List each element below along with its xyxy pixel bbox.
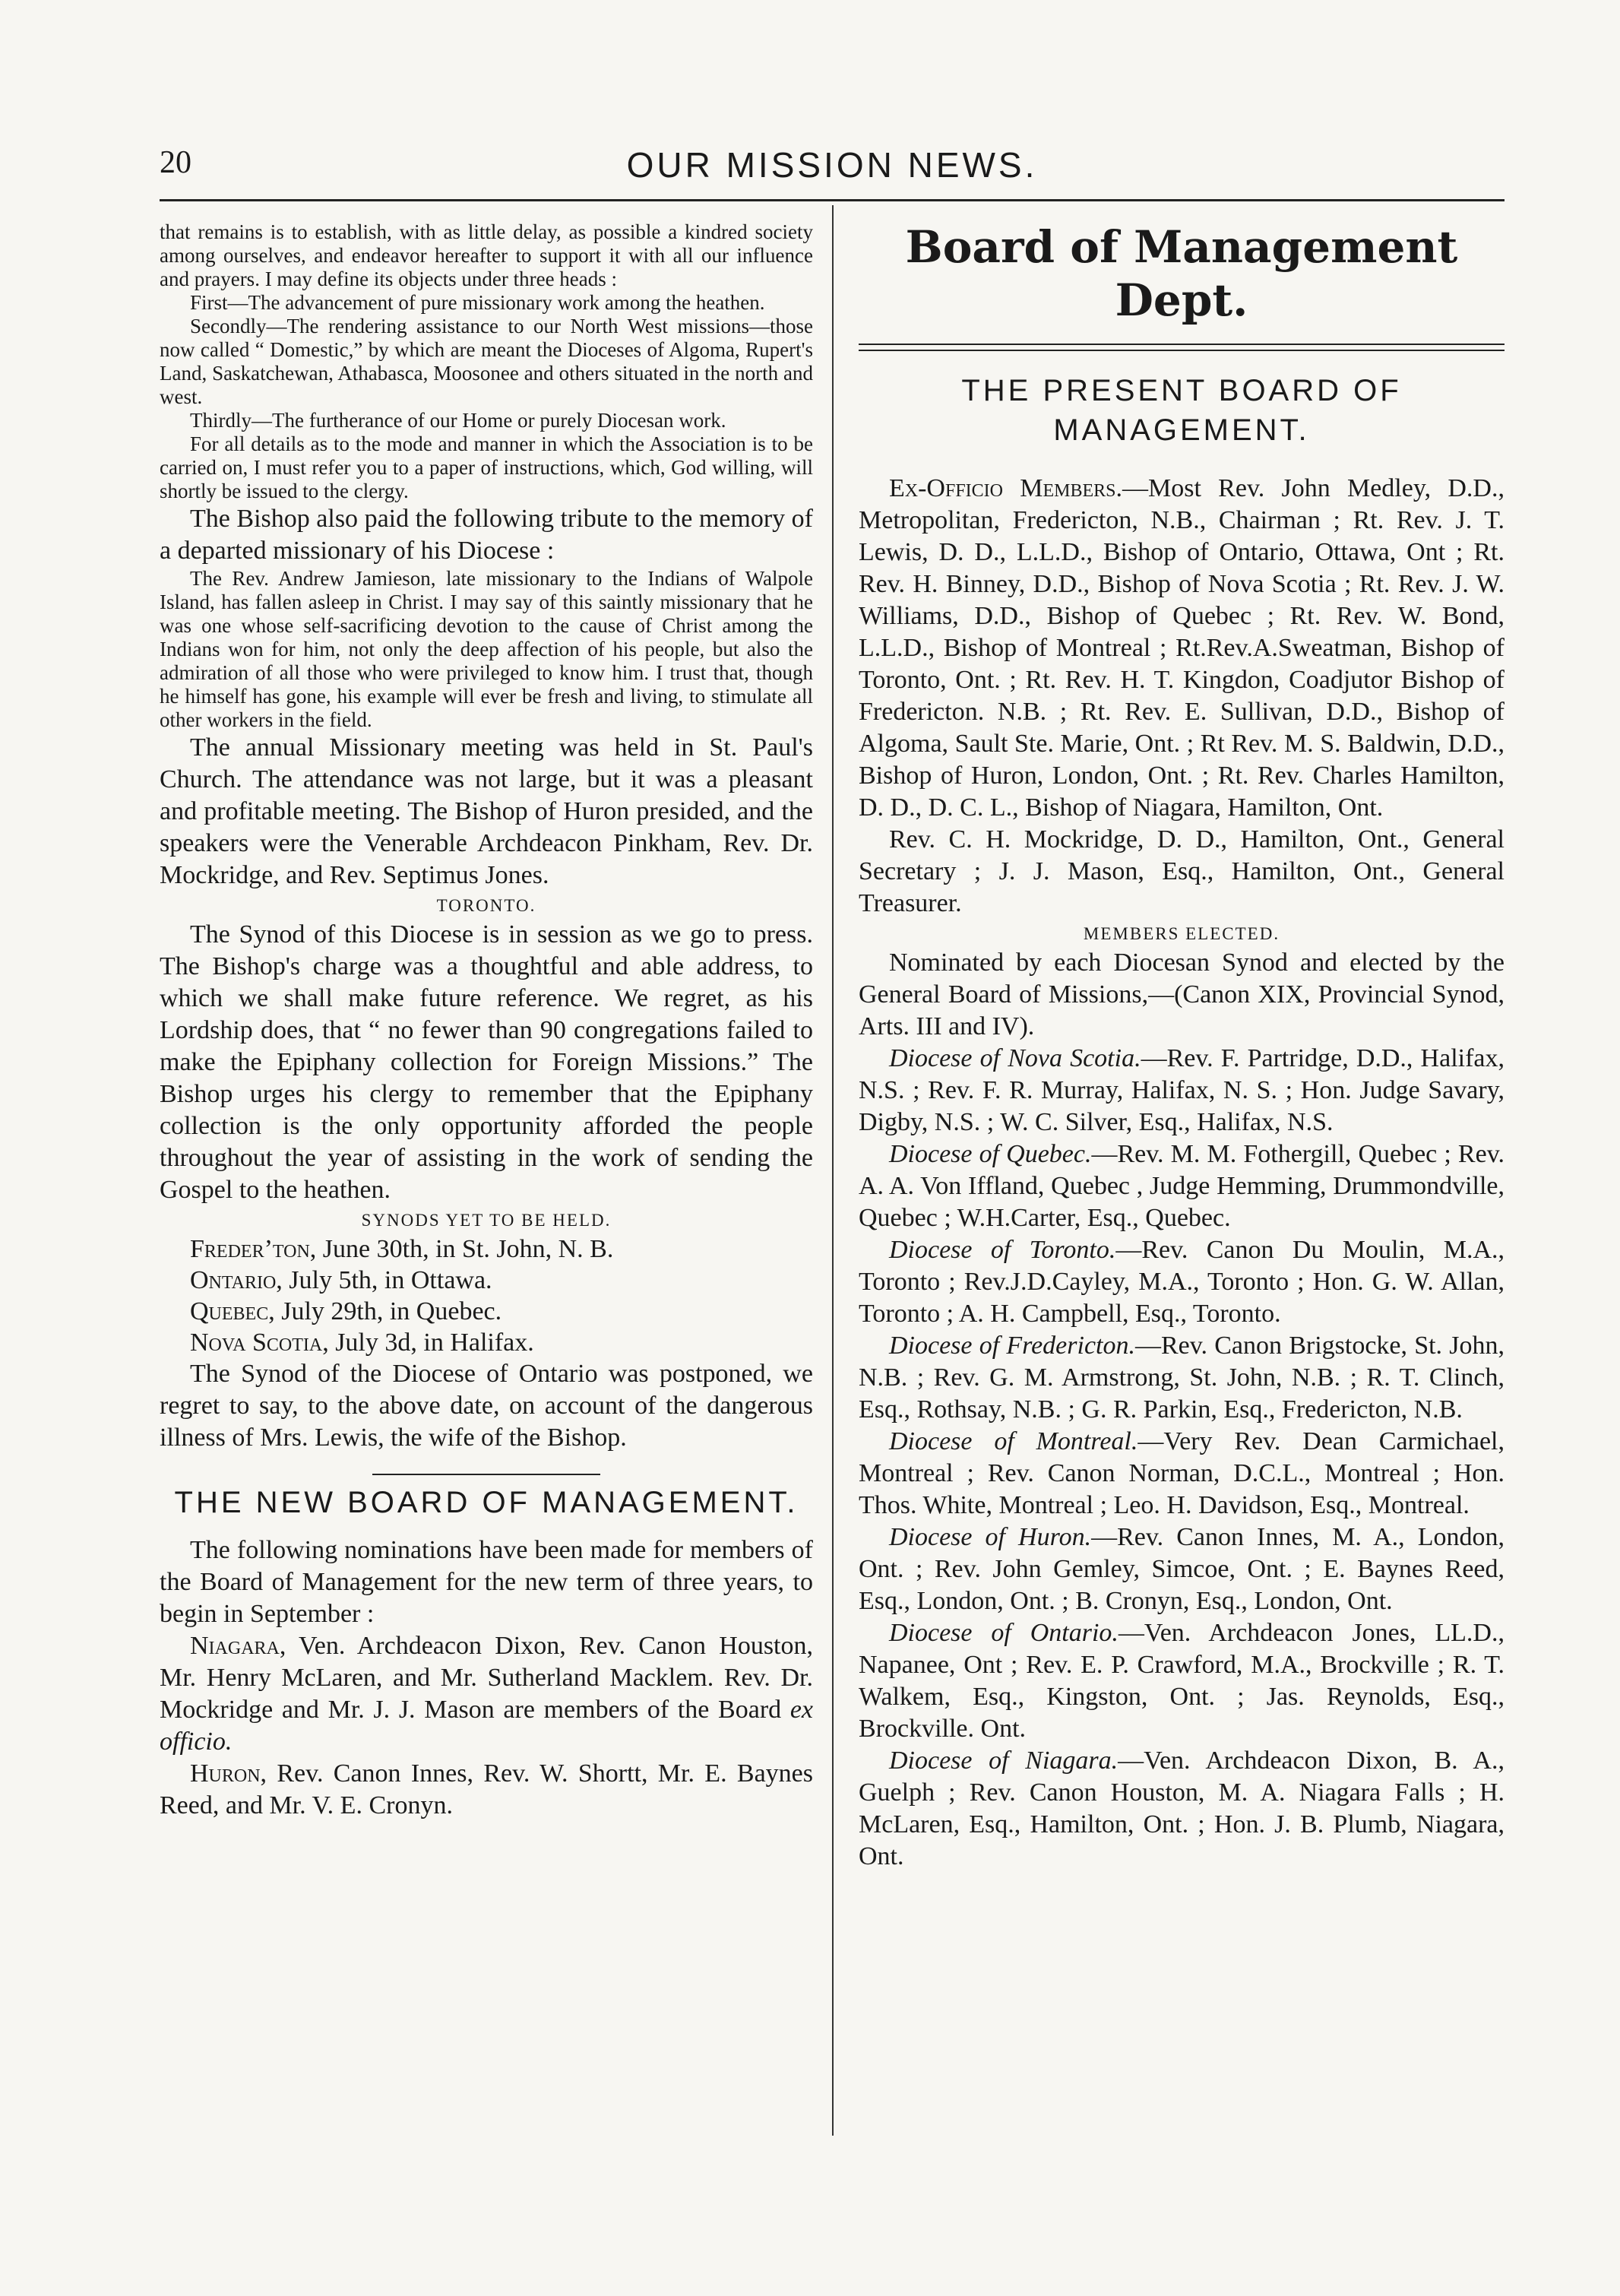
page-header [160,144,1505,190]
tribute-quote: The Rev. Andrew Jamieson, late missionary to the Indians of Walpole Island, has fallen asleep in Christ. I may say of this saintly missionary that he was one whose self-sacrificing devotion to the cause of Christ among the Indians won for him, not only the deep affection of his people, but also the admiration of all those who were privileged to know him. I trust that, though he himself has gone, his example will ever be fresh and living, to stimulate all other workers in the field. [160,567,813,731]
header-rule [160,199,1505,201]
diocese-entry [859,1426,1505,1522]
diocese-members: —Rev. Canon Brigstocke, St. John, N.B. ; Rev. G. M. Armstrong, St. John, N.B. ; R. T. Clinch, Esq., Rothsay, N.B. ; G. R. Parkin, Esq., Fredericton, N.B. [859,1332,1505,1424]
new-board-heading: THE NEW BOARD OF MANAGEMENT. [174,1486,799,1519]
synod-item [160,1265,813,1296]
running-title: OUR MISSION NEWS. [626,145,1038,185]
diocese-name: Diocese of Ontario. [889,1619,1118,1647]
ex-officio-label: Ex-Officio Members. [889,474,1123,502]
diocese-entry [859,1138,1505,1234]
left-column [160,220,813,1822]
section-rule [372,1474,600,1475]
diocese-members: —Very Rev. Dean Carmichael, Montreal ; Rev. Canon Norman, D.C.L., Montreal ; Hon. Thos. White, Montreal ; Leo. H. Davidson, Esq., Montreal. [859,1427,1505,1519]
synod-detail: July 3d, in Halifax. [328,1329,534,1357]
diocese-name: Diocese of Montreal. [889,1427,1138,1455]
diocese-members: —Rev. M. M. Fothergill, Quebec ; Rev. A. A. Von Iffland, Quebec , Judge Hemming, Drummondville, Quebec ; W.H.Carter, Esq., Quebec. [859,1140,1505,1232]
diocese-entry [859,1330,1505,1426]
ex-officio-text: ex officio. [160,1696,813,1756]
third-object: Thirdly—The furtherance of our Home or purely Diocesan work. [190,409,726,432]
members-elected-heading: MEMBERS ELECTED. [1083,924,1280,943]
synods-list [160,1234,813,1358]
huron-label: Huron, [190,1759,267,1788]
diocese-name: Diocese of Nova Scotia. [889,1044,1141,1072]
niagara-text: Ven. Archdeacon Dixon, Rev. Canon Houston, Mr. Henry McLaren, and Mr. Sutherland Macklem. Rev. Dr. Mockridge and Mr. J. J. Mason are members of the Board [160,1632,813,1724]
postponed-paragraph: The Synod of the Diocese of Ontario was postponed, we regret to say, to the above date, on account of the dangerous illness of Mrs. Lewis, the wife of the Bishop. [160,1360,813,1452]
ex-officio-members: —Most Rev. John Medley, D.D., Metropolitan, Fredericton, N.B., Chairman ; Rt. Rev. J. T. Lewis, D. D., L.L.D., Bishop of Ontario, Ottawa, Ont ; Rt. Rev. H. Binney, D.D., Bishop of Nova Scotia ; Rt. Rev. J. W. Williams, D.D., Bishop of Quebec ; Rt. Rev. W. Bond, L.L.D., Bishop of Montreal ; Rt.Rev.A.Sweatman, Bishop of Toronto, Ont. ; Rt. Rev. H. T. Kingdon, Coadjutor Bishop of Fredericton. N.B. ; Rt. Rev. E. Sullivan, D.D., Bishop of Algoma, Sault Ste. Marie, Ont. ; Rt Rev. M. S. Baldwin, D.D., Bishop of Huron, London, Ont. ; Rt. Rev. Charles Hamilton, D. D., D. C. L., Bishop of Niagara, Hamilton, Ont. [859,474,1505,822]
diocese-name: Diocese of Fredericton. [889,1332,1135,1360]
diocese-members: —Rev. Canon Du Moulin, M.A., Toronto ; Rev.J.D.Cayley, M.A., Toronto ; Hon. G. W. Allan, Toronto ; A. H. Campbell, Esq., Toronto. [859,1236,1505,1328]
diocese-entry [859,1745,1505,1873]
huron-nominations [160,1758,813,1822]
nominated-paragraph: Nominated by each Diocesan Synod and elected by the General Board of Missions,—(Canon XIX, Provincial Synod, Arts. III and IV). [859,948,1505,1040]
synod-name: Nova Scotia, [190,1329,329,1357]
synod-name: Freder’ton, [190,1235,317,1263]
intro-paragraph: that remains is to establish, with as little delay, as possible a kindred society among ourselves, and endeavor hereafter to support it with all our influence and prayers. I may define its objects under three heads : [160,220,813,290]
diocese-members: —Rev. Canon Innes, M. A., London, Ont. ; Rev. John Gemley, Simcoe, Ont. ; E. Baynes Reed, Esq., London, Ont. ; B. Cronyn, Esq., London, Ont. [859,1523,1505,1615]
diocese-members: —Ven. Archdeacon Jones, LL.D., Napanee, Ont ; Rev. E. P. Crawford, M.A., Brockville ; R. T. Walkem, Esq., Kingston, Ont. ; Jas. Reynolds, Esq., Brockville. Ont. [859,1619,1505,1743]
diocese-entry [859,1043,1505,1138]
synod-name: Quebec, [190,1297,275,1325]
diocese-entry [859,1522,1505,1617]
present-board-heading: THE PRESENT BOARD OF MANAGEMENT. [961,374,1402,447]
department-heading: Board of Management Dept. [905,221,1458,326]
synod-detail: July 29th, in Quebec. [274,1297,502,1325]
synod-name: Ontario, [190,1266,283,1294]
diocese-entry [859,1234,1505,1330]
toronto-heading: TORONTO. [436,896,536,915]
diocese-members: —Ven. Archdeacon Dixon, B. A., Guelph ; Rev. Canon Houston, M. A. Niagara Falls ; H. McLaren, Esq., Hamilton, Ont. ; Hon. J. B. Plumb, Niagara, Ont. [859,1747,1505,1870]
first-object: First—The advancement of pure missionary work among the heathen. [190,291,765,314]
ex-officio-paragraph [859,473,1505,824]
right-column [859,220,1505,1873]
double-rule [859,344,1505,351]
second-object: Secondly—The rendering assistance to our North West missions—those now called “ Domestic,” by which are meant the Dioceses of Algoma, Rupert's Land, Saskatchewan, Athabasca, Moosonee and others situated in the north and west. [160,315,813,408]
tribute-intro: The Bishop also paid the following tribute to the memory of a departed missionary of his Diocese : [160,505,813,565]
synod-item [160,1296,813,1327]
diocese-name: Diocese of Toronto. [889,1236,1116,1264]
diocese-entry [859,1617,1505,1745]
huron-text: Rev. Canon Innes, Rev. W. Shortt, Mr. E. Baynes Reed, and Mr. V. E. Cronyn. [160,1759,813,1819]
synod-item [160,1327,813,1358]
synods-heading: SYNODS YET TO BE HELD. [361,1211,612,1230]
details-paragraph: For all details as to the mode and manner in which the Association is to be carried on, I must refer you to a paper of instructions, which, God willing, will shortly be issued to the clergy. [160,432,813,502]
niagara-nominations [160,1630,813,1758]
page-number: 20 [160,145,191,180]
toronto-paragraph: The Synod of this Diocese is in session as we go to press. The Bishop's charge was a thoughtful and able address, to which we shall make future reference. We regret, as his Lordship does, that “ no fewer than 90 congregations failed to make the Epiphany collection for Foreign Missions.” The Bishop urges his clergy to remember that the Epiphany collection is the only opportunity afforded the people throughout the year of assisting in the work of sending the Gospel to the heathen. [160,920,813,1204]
new-board-paragraph: The following nominations have been made for members of the Board of Management for the new term of three years, to begin in September : [160,1536,813,1628]
niagara-label: Niagara, [190,1632,286,1660]
annual-meeting-paragraph: The annual Missionary meeting was held in St. Paul's Church. The attendance was not large, but it was a pleasant and profitable meeting. The Bishop of Huron presided, and the speakers were the Venerable Archdeacon Pinkham, Rev. Dr. Mockridge, and Rev. Septimus Jones. [160,733,813,889]
mockridge-paragraph: Rev. C. H. Mockridge, D. D., Hamilton, Ont., General Secretary ; J. J. Mason, Esq., Hamilton, Ont., General Treasurer. [859,825,1505,917]
synod-detail: July 5th, in Ottawa. [282,1266,492,1294]
diocese-name: Diocese of Niagara. [889,1747,1118,1775]
diocese-name: Diocese of Huron. [889,1523,1092,1551]
diocese-name: Diocese of Quebec. [889,1140,1092,1168]
synod-item [160,1234,813,1265]
diocese-members: —Rev. F. Partridge, D.D., Halifax, N.S. ; Rev. F. R. Murray, Halifax, N. S. ; Hon. Judge Savary, Digby, N.S. ; W. C. Silver, Esq., Halifax, N.S. [859,1044,1505,1136]
column-divider [832,205,834,2136]
synod-detail: June 30th, in St. John, N. B. [316,1235,614,1263]
